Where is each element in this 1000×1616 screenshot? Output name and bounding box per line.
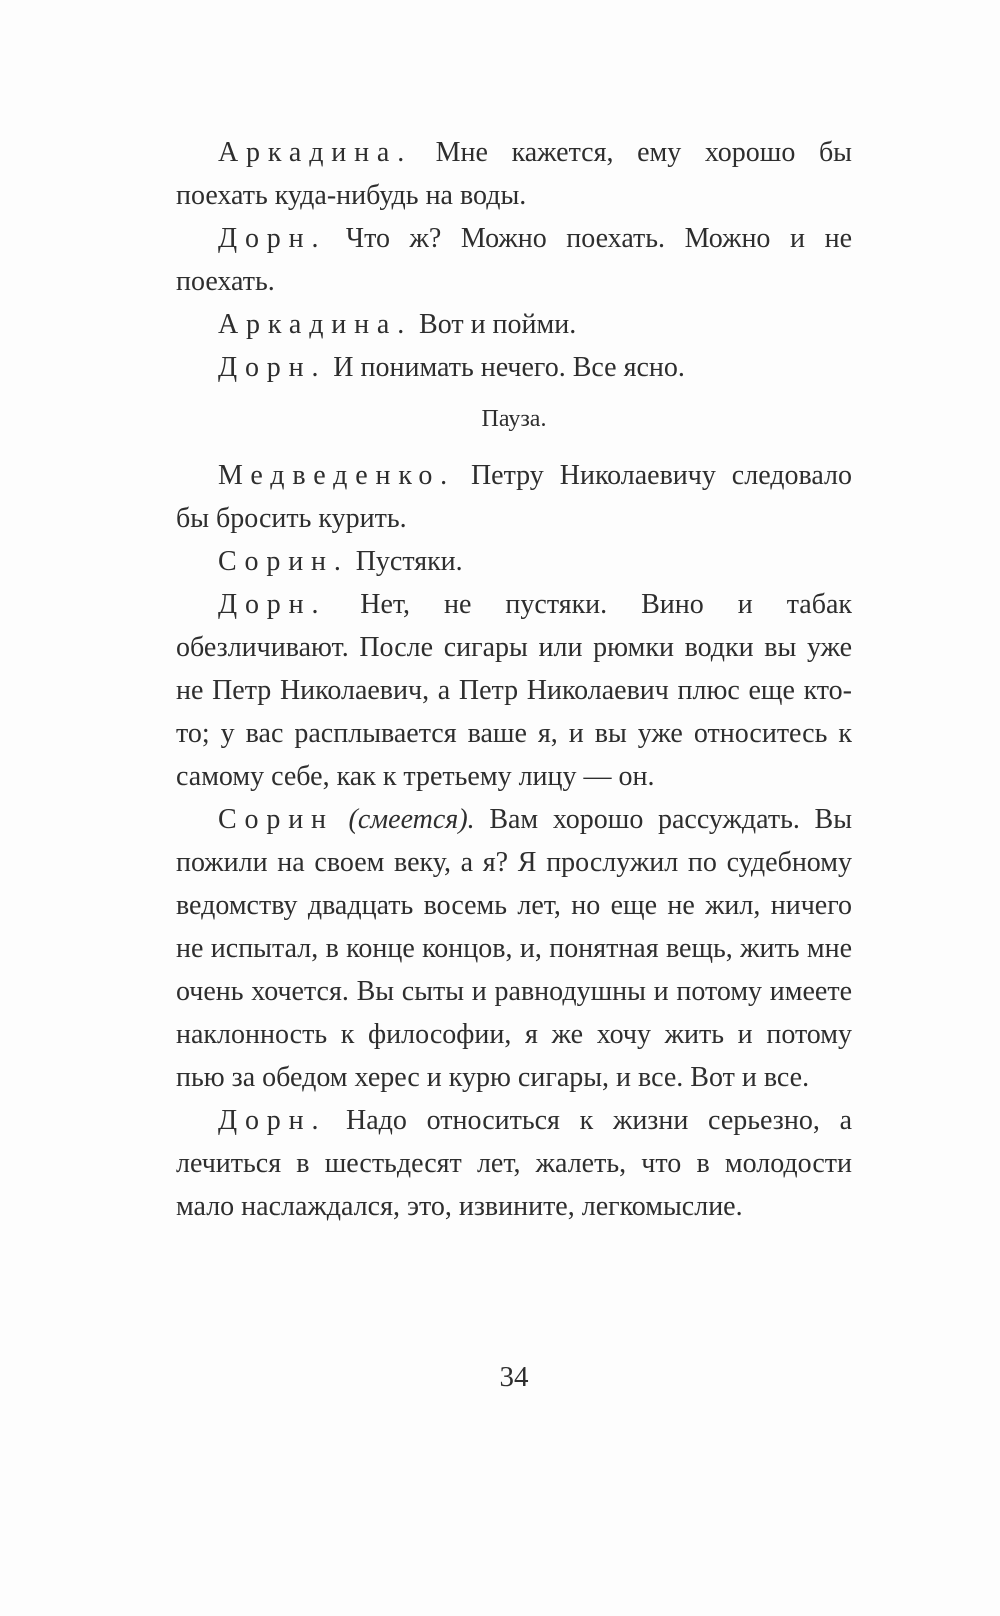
speaker-name: Дорн. (218, 589, 327, 620)
dialogue-paragraph: Аркадина. Мне кажется, ему хорошо бы поехать куда-нибудь на воды. (176, 137, 852, 211)
dialogue-paragraph: Аркадина. Вот и пойми. (218, 309, 577, 340)
dialogue-paragraph: Сорин (смеется). Вам хорошо рассуждать. Вы пожили на своем веку, а я? Я прослужил по судебному ведомству двадцать восемь лет, но еще не жил, ничего не испытал, в конце концов, и, понятная вещь, жить мне очень хочется. Вы сыты и равнодушны и потому имеете наклонность к философии, я же хочу жить и потому пью за обедом херес и курю сигары, и все. Вот и все. (176, 804, 853, 1093)
speaker-name: Дорн. (218, 352, 327, 383)
dialogue-paragraph: Медведенко. Петру Николаевичу следовало бы бросить курить. (176, 460, 852, 534)
speaker-name: Дорн. (218, 1105, 327, 1136)
page-number: 34 (499, 1361, 529, 1393)
speaker-name: Сорин. (218, 546, 349, 577)
page-text (176, 131, 852, 1228)
stage-direction: Пауза. (481, 406, 547, 432)
dialogue-paragraph: Сорин. Пустяки. (218, 546, 463, 577)
dialogue-paragraph: Дорн. Нет, не пустяки. Вино и табак обезличивают. После сигары или рюмки водки вы уже не Петр Николаевич, а Петр Николаевич плюс еще кто-то; у вас расплывается ваше я, и вы уже относитесь к самому себе, как к третьему лицу — он. (176, 589, 852, 792)
speaker-name: Сорин (218, 804, 334, 835)
speaker-name: Дорн. (218, 223, 327, 254)
inline-stage-direction: (смеется). (348, 804, 475, 835)
dialogue-paragraph: Дорн. Что ж? Можно поехать. Можно и не поехать. (176, 223, 852, 297)
dialogue-paragraph: Дорн. Надо относиться к жизни серьезно, а лечиться в шестьдесят лет, жалеть, что в молодости мало наслаждался, это, извините, легкомыслие. (176, 1105, 852, 1222)
dialogue-paragraph: Дорн. И понимать нечего. Все ясно. (218, 352, 685, 383)
speaker-name: Медведенко. (218, 460, 456, 491)
speaker-name: Аркадина. (218, 137, 413, 168)
speaker-name: Аркадина. (218, 309, 413, 340)
